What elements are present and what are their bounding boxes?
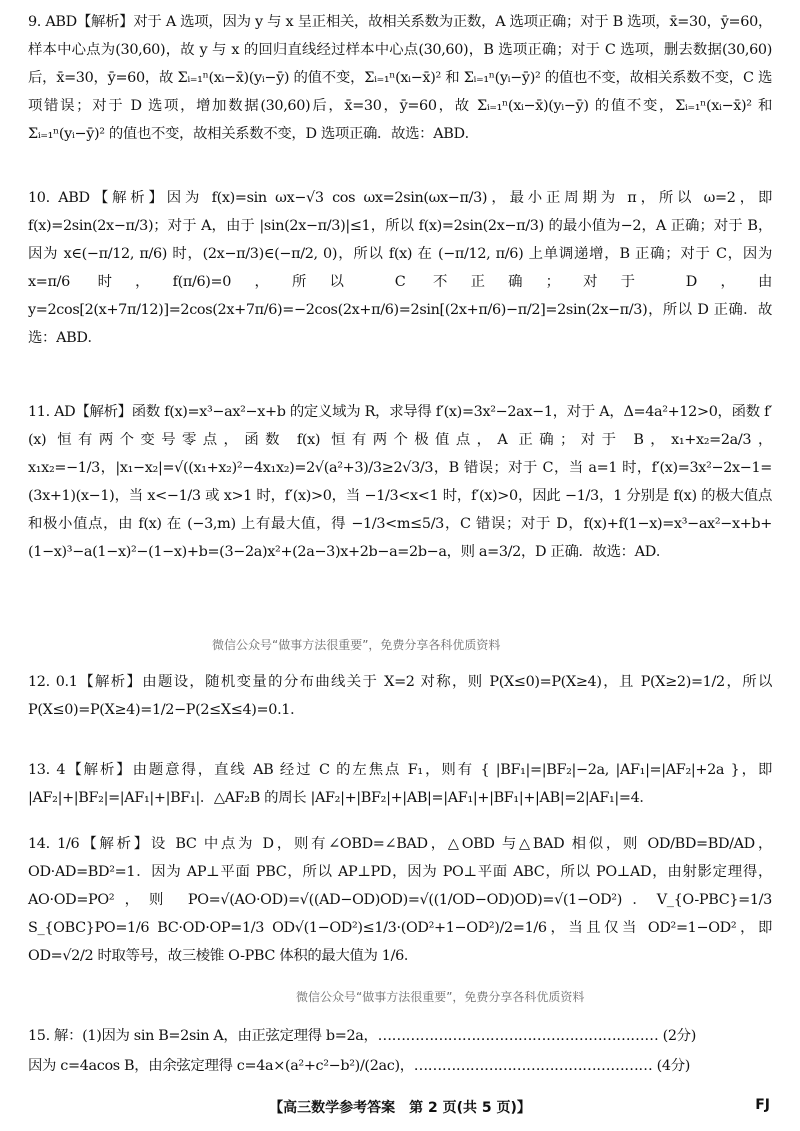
answer-item-14: 14. 1/6【解析】设 BC 中点为 D，则有∠OBD=∠BAD，△OBD 与△BAD 相似，则 OD/BD=BD/AD，OD·AD=BD²=1．因为 AP⊥平面 PBC，所以 AP⊥PD，因为 PO⊥平面 ABC，所以 PO⊥AD，由射影定理得，AO·OD=PO²，则 PO=√(AO·OD)=√((AD−OD)OD)=√((1/OD−OD)OD)=√(1−OD²)．V_{O-PBC}=1/3 S_{OBC}PO=1/6 BC·OD·OP=1/3 OD√(1−OD²)≤1/3·(OD²+1−OD²)/2=1/6，当且仅当 OD²=1−OD²，即 OD=√2/2 时取等号，故三棱锥 O-PBC 体积的最大值为 1/6． [28,836,772,964]
answer-item-15-part2: 因为 c=4acos B，由余弦定理得 c=4a×(a²+c²−b²)/(2ac)，…………………………………………… (4分) [28,1058,691,1074]
answer-item-11: 11. AD【解析】函数 f(x)=x³−ax²−x+b 的定义域为 R，求导得 f′(x)=3x²−2ax−1，对于 A，Δ=4a²+12>0，函数 f′(x) 恒有两个变号零点，函数 f(x) 恒有两个极值点，A 正确；对于 B，x₁+x₂=2a/3，x₁x₂=−1/3，|x₁−x₂|=√((x₁+x₂)²−4x₁x₂)=2√(a²+3)/3≥2√3/3，B 错误；对于 C，当 a=1 时，f′(x)=3x²−2x−1=(3x+1)(x−1)，当 x<−1/3 或 x>1 时，f′(x)>0，当 −1/3<x<1 时，f′(x)>0，因此 −1/3，1 分别是 f(x) 的极大值点和极小值点，由 f(x) 在 (−3,m) 上有最大值，得 −1/3<m≤5/3，C 错误；对于 D，f(x)+f(1−x)=x³−ax²−x+b+(1−x)³−a(1−x)²−(1−x)+b=(3−2a)x²+(2a−3)x+2b−a=2b−a，则 a=3/2，D 正确．故选：AD． [28,404,772,560]
answer-item-13: 13. 4【解析】由题意得，直线 AB 经过 C 的左焦点 F₁，则有 { |BF₁|=|BF₂|−2a, |AF₁|=|AF₂|+2a }，即 |AF₂|+|BF₂|=|AF₁|+|BF₁|．△AF₂B 的周长 |AF₂|+|BF₂|+|AB|=|AF₁|+|BF₁|+|AB|=2|AF₁|=4． [28,762,772,806]
answer-item-15-part1: 15. 解：(1)因为 sin B=2sin A，由正弦定理得 b=2a，…………………………………………………… (2分) [28,1028,696,1044]
answer-item-9: 9. ABD【解析】对于 A 选项，因为 y 与 x 呈正相关，故相关系数为正数，A 选项正确；对于 B 选项，x̄=30，ȳ=60，样本中心点为(30,60)，故 y 与 x 的回归直线经过样本中心点(30,60)，B 选项正确；对于 C 选项，删去数据(30,60)后，x̄=30，ȳ=60，故 Σᵢ₌₁ⁿ(xᵢ−x̄)(yᵢ−ȳ) 的值不变，Σᵢ₌₁ⁿ(xᵢ−x̄)² 和 Σᵢ₌₁ⁿ(yᵢ−ȳ)² 的值也不变，故相关系数不变，C 选项错误；对于 D 选项，增加数据(30,60)后，x̄=30，ȳ=60，故 Σᵢ₌₁ⁿ(xᵢ−x̄)(yᵢ−ȳ) 的值不变，Σᵢ₌₁ⁿ(xᵢ−x̄)² 和 Σᵢ₌₁ⁿ(yᵢ−ȳ)² 的值也不变，故相关系数不变，D 选项正确．故选：ABD． [28,14,772,142]
watermark-text: 微信公众号“做事方法很重要”，免费分享各科优质资料 [212,638,501,652]
page-footer: 【高三数学参考答案 第 2 页(共 5 页)】 [269,1100,531,1116]
footer-code: FJ [755,1097,770,1113]
answer-item-12: 12. 0.1【解析】由题设，随机变量的分布曲线关于 X=2 对称，则 P(X≤0)=P(X≥4)，且 P(X≥2)=1/2，所以 P(X≤0)=P(X≥4)=1/2−P(2≤X≤4)=0.1． [28,674,772,718]
watermark-text: 微信公众号“做事方法很重要”，免费分享各科优质资料 [296,990,585,1004]
answer-item-10: 10. ABD【解析】因为 f(x)=sin ωx−√3 cos ωx=2sin(ωx−π/3)，最小正周期为 π，所以 ω=2，即 f(x)=2sin(2x−π/3)；对于 A，由于 |sin(2x−π/3)|≤1，所以 f(x)=2sin(2x−π/3) 的最小值为−2，A 正确；对于 B，因为 x∈(−π/12, π/6) 时，(2x−π/3)∈(−π/2, 0)，所以 f(x) 在 (−π/12, π/6) 上单调递增，B 正确；对于 C，因为 x=π/6 时，f(π/6)=0，所以 C 不正确；对于 D，由 y=2cos[2(x+7π/12)]=2cos(2x+7π/6)=−2cos(2x+π/6)=2sin[(2x+π/6)−π/2]=2sin(2x−π/3)，所以 D 正确．故选：ABD． [28,190,772,346]
